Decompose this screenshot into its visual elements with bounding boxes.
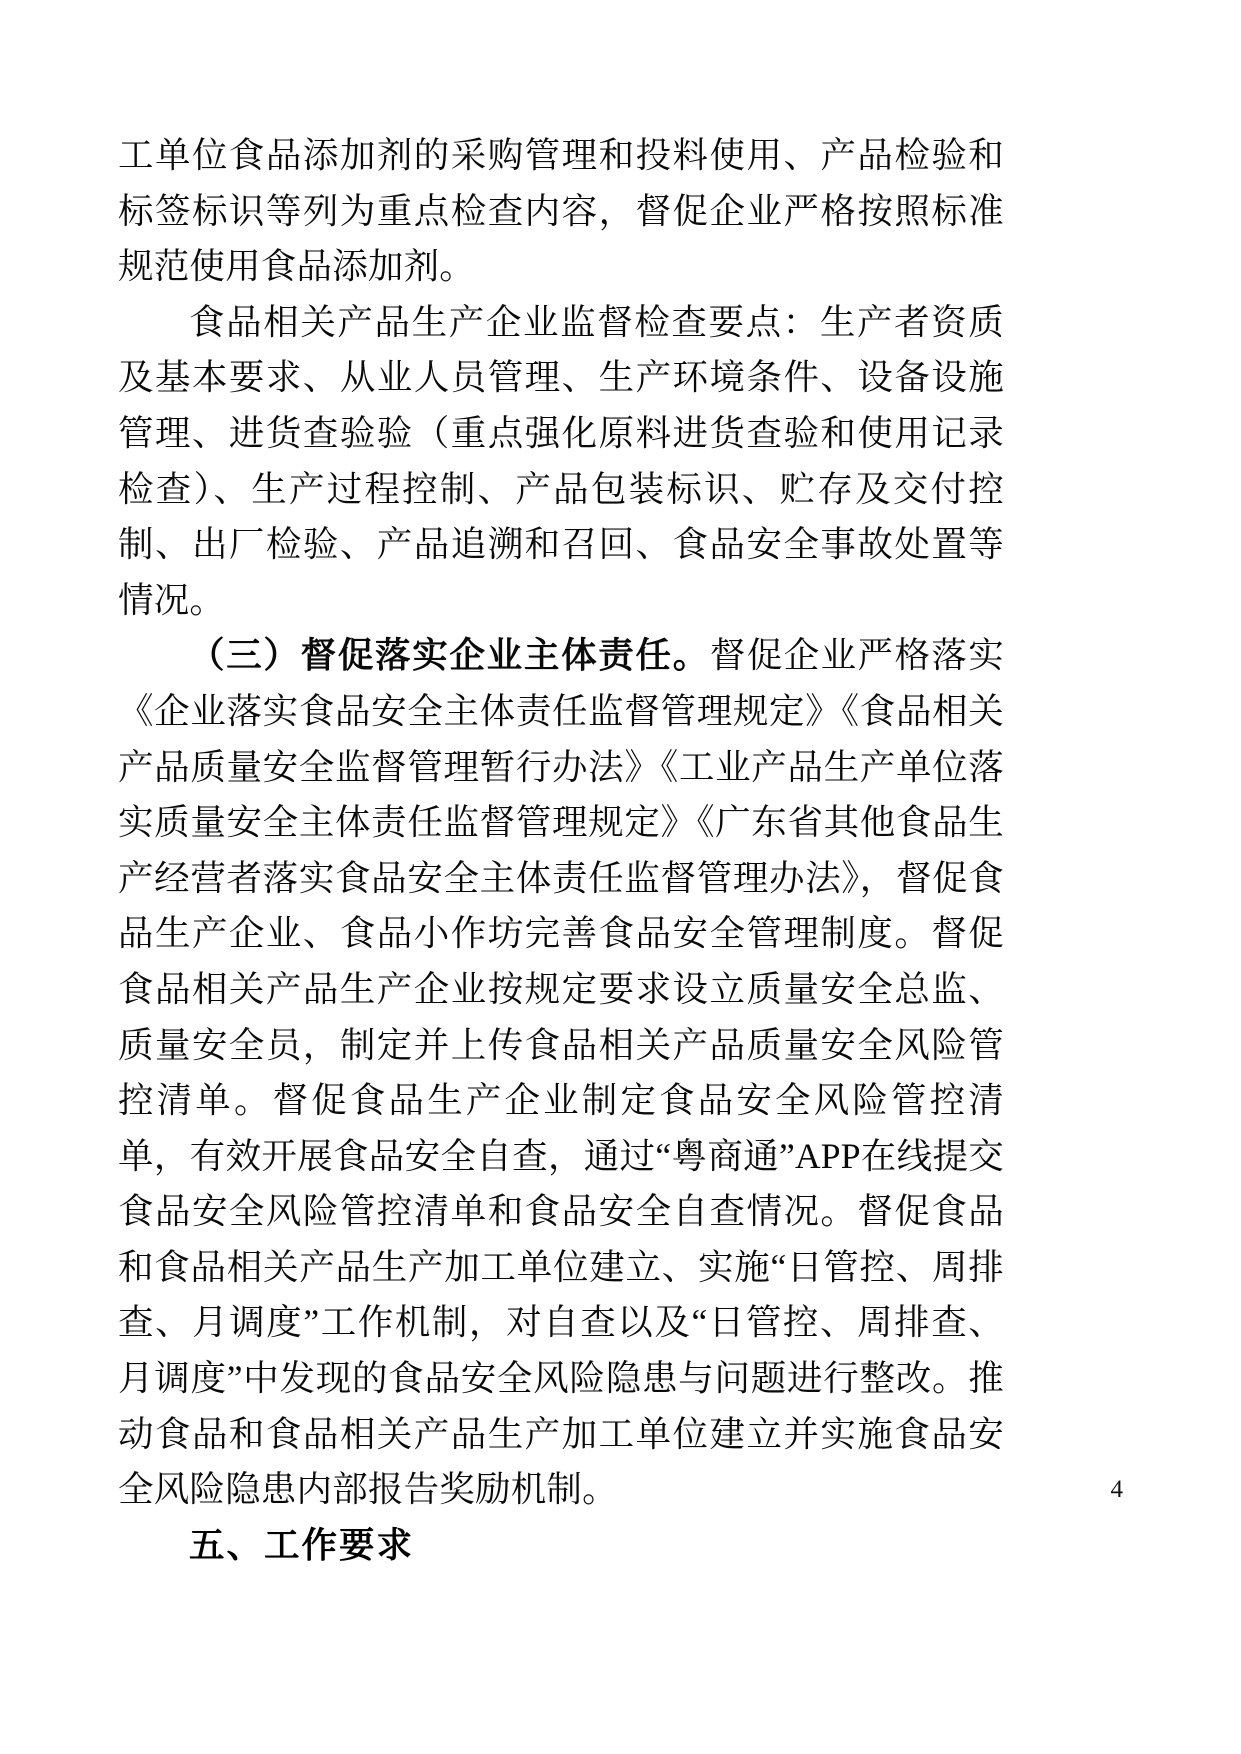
page-number: 4 xyxy=(1110,1476,1123,1503)
document-body xyxy=(118,128,1004,1573)
section-heading-work-requirements: 五、工作要求 xyxy=(189,1524,415,1565)
paragraph-body-enterprise-responsibility: 督促企业严格落实《企业落实食品安全主体责任监督管理规定》《食品相关产品质量安全监督管理暂行办法》《工业产品生产单位落实质量安全主体责任监督管理规定》《广东省其他食品生产经营者落实食品安全主体责任监督管理办法》，督促食品生产企业、食品小作坊完善食品安全管理制度。督促食品相关产品生产企业按规定要求设立质量安全总监、质量安全员，制定并上传食品相关产品质量安全风险管控清单。督促食品生产企业制定食品安全风险管控清单，有效开展食品安全自查，通过“粤商通”APP在线提交食品安全风险管控清单和食品安全自查情况。督促食品和食品相关产品生产加工单位建立、实施“日管控、周排查、月调度”工作机制，对自查以及“日管控、周排查、月调度”中发现的食品安全风险隐患与问题进行整改。推动食品和食品相关产品生产加工单位建立并实施食品安全风险隐患内部报告奖励机制。 xyxy=(118,635,1004,1510)
paragraph-continuation-additives: 工单位食品添加剂的采购管理和投料使用、产品检验和标签标识等列为重点检查内容，督促企业严格按照标准规范使用食品添加剂。 xyxy=(118,135,1004,287)
paragraph-enterprise-responsibility xyxy=(118,628,1004,1518)
paragraph-heading-enterprise-responsibility: （三）督促落实企业主体责任。 xyxy=(189,635,710,676)
paragraph-related-products-inspection-points: 食品相关产品生产企业监督检查要点：生产者资质及基本要求、从业人员管理、生产环境条件、设备设施管理、进货查验验（重点强化原料进货查验和使用记录检查）、生产过程控制、产品包装标识、贮存及交付控制、出厂检验、产品追溯和召回、食品安全事故处置等情况。 xyxy=(118,301,1004,620)
